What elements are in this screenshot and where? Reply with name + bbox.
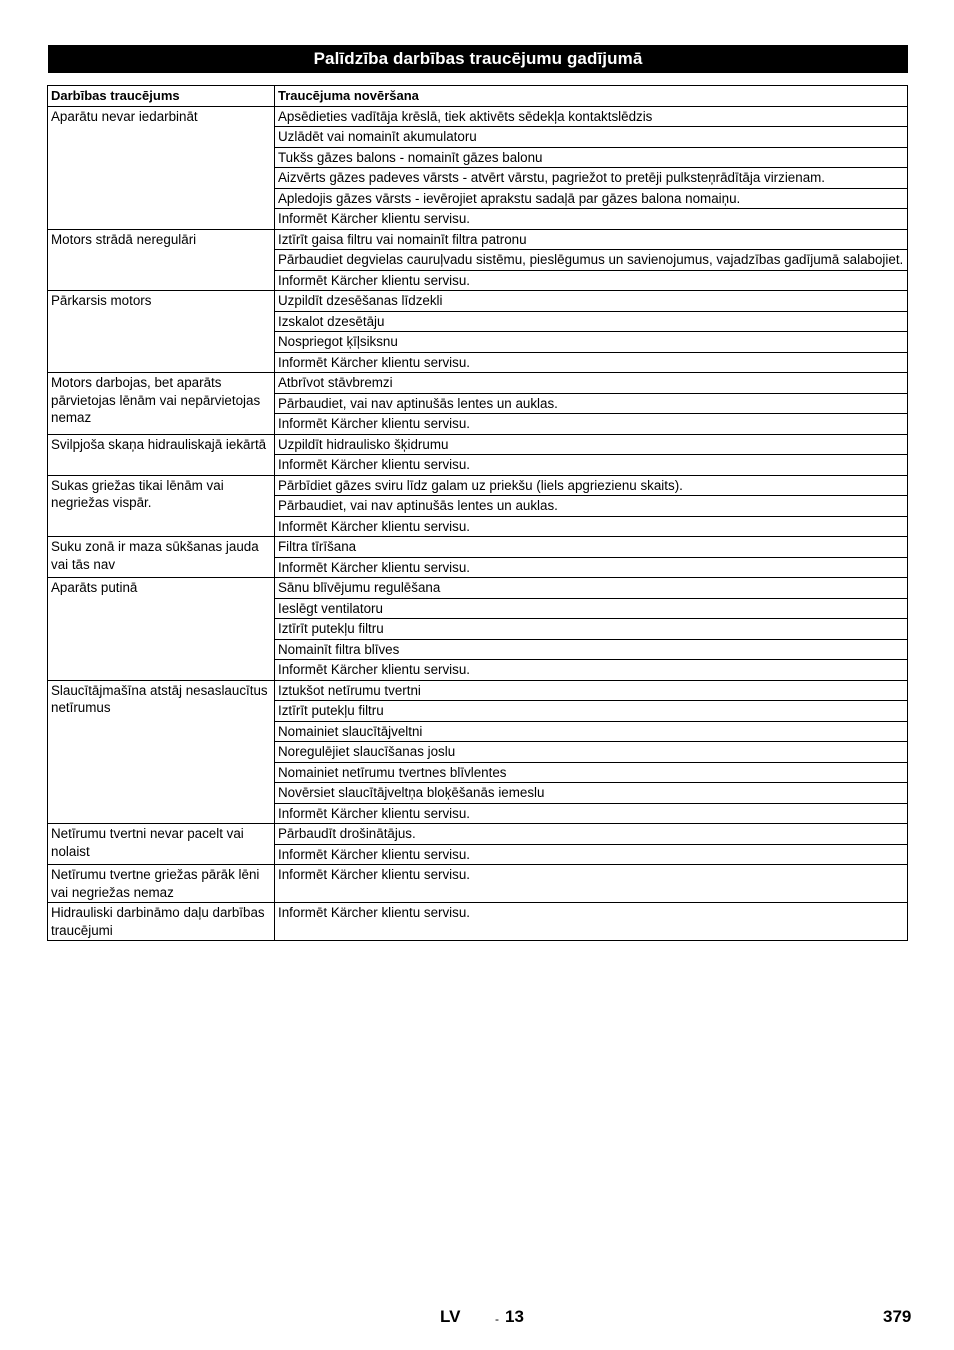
- footer-page-number: 379: [883, 1307, 912, 1326]
- remedy-cell: Iztukšot netīrumu tvertni: [275, 680, 908, 701]
- remedy-cell: Novērsiet slaucītājveltņa bloķēšanās iemeslu: [275, 783, 908, 804]
- table-header-row: [48, 86, 908, 107]
- fault-cell: Slaucītājmašīna atstāj nesaslaucītus netīrumus: [48, 680, 275, 824]
- remedy-cell: Informēt Kärcher klientu servisu.: [275, 414, 908, 435]
- table-row: [48, 680, 908, 701]
- fault-cell: Sukas griežas tikai lēnām vai negriežas vispār.: [48, 475, 275, 537]
- remedy-cell: Pārbaudiet, vai nav aptinušās lentes un auklas.: [275, 496, 908, 517]
- remedy-cell: Uzpildīt dzesēšanas līdzekli: [275, 291, 908, 312]
- remedy-cell: Noregulējiet slaucīšanas joslu: [275, 742, 908, 763]
- remedy-cell: Nomainiet netīrumu tvertnes blīvlentes: [275, 762, 908, 783]
- remedy-cell: Pārbīdiet gāzes sviru līdz galam uz priekšu (liels apgriezienu skaits).: [275, 475, 908, 496]
- fault-cell: Hidrauliski darbināmo daļu darbības traucējumi: [48, 903, 275, 941]
- remedy-cell: Informēt Kärcher klientu servisu.: [275, 865, 908, 903]
- remedy-cell: Sānu blīvējumu regulēšana: [275, 578, 908, 599]
- footer-language: LV: [440, 1307, 461, 1326]
- table-row: [48, 475, 908, 496]
- fault-cell: Aparāts putinā: [48, 578, 275, 681]
- table-row: [48, 106, 908, 127]
- remedy-cell: Pārbaudiet, vai nav aptinušās lentes un auklas.: [275, 393, 908, 414]
- fault-cell: Motors strādā neregulāri: [48, 229, 275, 291]
- remedy-cell: Nospriegot ķīļsiksnu: [275, 332, 908, 353]
- fault-cell: Aparātu nevar iedarbināt: [48, 106, 275, 229]
- header-fault: Darbības traucējums: [48, 86, 275, 107]
- remedy-cell: Informēt Kärcher klientu servisu.: [275, 455, 908, 476]
- remedy-cell: Informēt Kärcher klientu servisu.: [275, 803, 908, 824]
- table-row: [48, 865, 908, 903]
- remedy-cell: Pārbaudiet degvielas cauruļvadu sistēmu, pieslēgumus un savienojumus, vajadzības gadījumā salabojiet.: [275, 250, 908, 271]
- remedy-cell: Izskalot dzesētāju: [275, 311, 908, 332]
- section-title: Palīdzība darbības traucējumu gadījumā: [48, 45, 908, 73]
- remedy-cell: Apsēdieties vadītāja krēslā, tiek aktivēts sēdekļa kontaktslēdzis: [275, 106, 908, 127]
- remedy-cell: Informēt Kärcher klientu servisu.: [275, 270, 908, 291]
- remedy-cell: Uzpildīt hidraulisko šķidrumu: [275, 434, 908, 455]
- fault-cell: Suku zonā ir maza sūkšanas jauda vai tās nav: [48, 537, 275, 578]
- fault-cell: Pārkarsis motors: [48, 291, 275, 373]
- remedy-cell: Atbrīvot stāvbremzi: [275, 373, 908, 394]
- table-row: [48, 578, 908, 599]
- header-remedy: Traucējuma novēršana: [275, 86, 908, 107]
- table-row: [48, 824, 908, 845]
- table-row: [48, 373, 908, 394]
- table-row: [48, 434, 908, 455]
- troubleshooting-table: [47, 85, 908, 941]
- remedy-cell: Iztīrīt putekļu filtru: [275, 619, 908, 640]
- table-body: [48, 106, 908, 941]
- remedy-cell: Filtra tīrīšana: [275, 537, 908, 558]
- remedy-cell: Iztīrīt gaisa filtru vai nomainīt filtra patronu: [275, 229, 908, 250]
- remedy-cell: Informēt Kärcher klientu servisu.: [275, 557, 908, 578]
- remedy-cell: Informēt Kärcher klientu servisu.: [275, 352, 908, 373]
- remedy-cell: Nomainiet slaucītājveltni: [275, 721, 908, 742]
- remedy-cell: Informēt Kärcher klientu servisu.: [275, 516, 908, 537]
- remedy-cell: Tukšs gāzes balons - nomainīt gāzes balonu: [275, 147, 908, 168]
- fault-cell: Netīrumu tvertni nevar pacelt vai nolaist: [48, 824, 275, 865]
- remedy-cell: Uzlādēt vai nomainīt akumulatoru: [275, 127, 908, 148]
- remedy-cell: Iztīrīt putekļu filtru: [275, 701, 908, 722]
- remedy-cell: Informēt Kärcher klientu servisu.: [275, 209, 908, 230]
- fault-cell: Motors darbojas, bet aparāts pārvietojas lēnām vai nepārvietojas nemaz: [48, 373, 275, 435]
- remedy-cell: Informēt Kärcher klientu servisu.: [275, 660, 908, 681]
- remedy-cell: Apledojis gāzes vārsts - ievērojiet aprakstu sadaļā par gāzes balona nomaiņu.: [275, 188, 908, 209]
- table-row: [48, 291, 908, 312]
- remedy-cell: Nomainīt filtra blīves: [275, 639, 908, 660]
- footer-dash: -: [495, 1312, 499, 1326]
- fault-cell: Netīrumu tvertne griežas pārāk lēni vai negriežas nemaz: [48, 865, 275, 903]
- table-row: [48, 537, 908, 558]
- table-row: [48, 229, 908, 250]
- remedy-cell: Pārbaudīt drošinātājus.: [275, 824, 908, 845]
- footer-section-page: 13: [505, 1307, 524, 1326]
- fault-cell: Svilpjoša skaņa hidrauliskajā iekārtā: [48, 434, 275, 475]
- remedy-cell: Ieslēgt ventilatoru: [275, 598, 908, 619]
- remedy-cell: Aizvērts gāzes padeves vārsts - atvērt vārstu, pagriežot to pretēji pulksteņrādītāja virzienam.: [275, 168, 908, 189]
- table-row: [48, 903, 908, 941]
- remedy-cell: Informēt Kärcher klientu servisu.: [275, 903, 908, 941]
- remedy-cell: Informēt Kärcher klientu servisu.: [275, 844, 908, 865]
